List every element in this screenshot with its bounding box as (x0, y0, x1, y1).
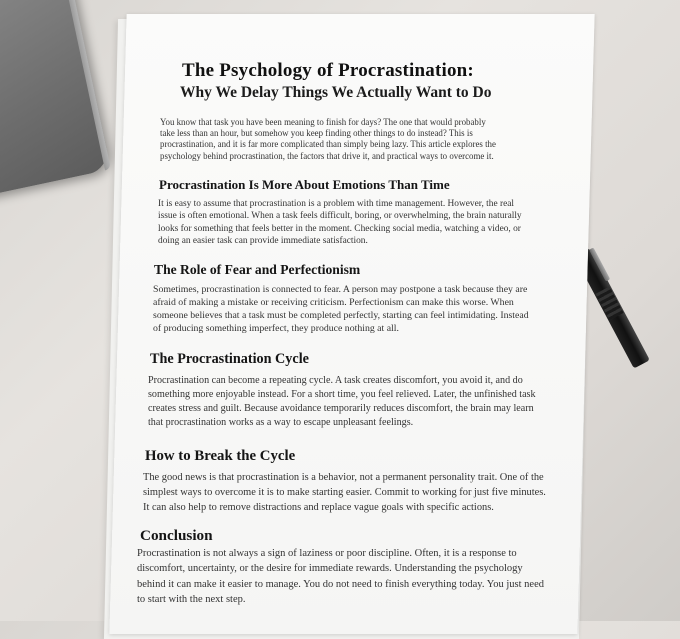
section-heading: Procrastination Is More About Emotions Than Time (159, 177, 450, 192)
section-paragraph (153, 283, 529, 335)
document-title: The Psychology of Procrastination: (182, 60, 474, 81)
document-subtitle: Why We Delay Things We Actually Want to Do (180, 84, 492, 101)
section-heading: How to Break the Cycle (145, 448, 296, 464)
paragraph-line: afraid of making a mistake or receiving criticism. Perfectionism can make this worse. When (153, 297, 514, 308)
paragraph-line: discomfort, uncertainty, or the desire for immediate rewards. Understanding the psychology (137, 563, 523, 575)
section-paragraph (137, 546, 544, 608)
section-paragraph (143, 470, 546, 515)
paragraph-line: doing an easier task can provide immediate satisfaction. (158, 235, 368, 246)
section-paragraph (158, 198, 522, 247)
paragraph-line: It can also help to remove distractions and replace vague goals with specific actions. (143, 502, 494, 513)
intro-line: take less than an hour, but somehow you keep finding other things to do instead? This is (160, 128, 473, 139)
section-heading: Conclusion (140, 527, 213, 544)
paragraph-line: Procrastination can become a repeating cycle. A task creates discomfort, you avoid it, and do (148, 375, 523, 386)
paragraph-line: Procrastination is not always a sign of laziness or poor discipline. Often, it is a response to (137, 548, 517, 559)
intro-line: psychology behind procrastination, the factors that drive it, and practical ways to overcome it. (160, 150, 494, 161)
laptop-edge (60, 0, 111, 170)
paragraph-line: of producing something imperfect, they produce nothing at all. (153, 323, 399, 334)
intro-line: procrastination, and it is far more complicated than simply being lazy. This article explores the (160, 139, 496, 150)
paragraph-line: It is easy to assume that procrastination is a problem with time management. However, the real (158, 199, 515, 209)
intro-paragraph (160, 117, 496, 162)
section-heading: The Role of Fear and Perfectionism (154, 262, 361, 277)
paragraph-line: The good news is that procrastination is a behavior, not a permanent personality trait. One of the (143, 472, 544, 483)
section-heading: The Procrastination Cycle (150, 351, 309, 367)
paragraph-line: someone believes that a task must be completed perfectly, starting can feel intimidating. Instead (153, 310, 529, 321)
intro-line: You know that task you have been meaning to finish for days? The one that would probably (160, 117, 486, 127)
paragraph-line: to start with the next step. (137, 594, 246, 606)
paragraph-line: issue is often emotional. When a task feels difficult, boring, or overwhelming, the brain naturally (158, 211, 522, 222)
paragraph-line: simplest ways to overcome it is to make starting easier. Commit to working for just five minutes. (143, 487, 546, 498)
paragraph-line: looks for something that feels better in the moment. Checking social media, watching a video, or (158, 223, 521, 234)
paragraph-line: something more enjoyable instead. For a short time, you feel relieved. Later, the unfinished task (148, 389, 536, 400)
paragraph-line: creates stress and guilt. Because avoidance temporarily reduces discomfort, the brain may learn (148, 403, 534, 414)
paragraph-line: that procrastination works as a way to escape unpleasant feelings. (148, 417, 414, 428)
paragraph-line: behind it can make it easier to manage. You do not need to finish everything today. You just need (137, 578, 544, 590)
paragraph-line: Sometimes, procrastination is connected to fear. A person may postpone a task because they are (153, 284, 528, 295)
section-paragraph (148, 374, 536, 430)
laptop-corner (0, 0, 111, 196)
